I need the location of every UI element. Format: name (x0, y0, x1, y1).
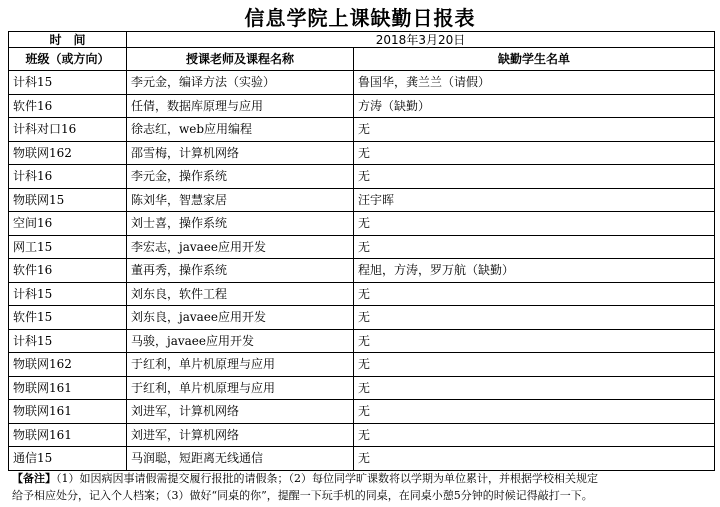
table-row (9, 423, 715, 447)
cell-absent: 无 (354, 235, 715, 259)
time-row (9, 32, 715, 48)
cell-class: 物联网15 (9, 188, 127, 212)
cell-class: 物联网162 (9, 353, 127, 377)
cell-class: 软件16 (9, 94, 127, 118)
cell-class: 软件15 (9, 306, 127, 330)
cell-teacher-course: 刘东良，javaee应用开发 (127, 306, 354, 330)
report-date: 2018年3月20日 (127, 32, 715, 48)
cell-absent: 无 (354, 306, 715, 330)
cell-class: 空间16 (9, 212, 127, 236)
cell-absent: 无 (354, 376, 715, 400)
time-label: 时 间 (9, 32, 127, 48)
cell-teacher-course: 刘进军，计算机网络 (127, 423, 354, 447)
cell-teacher-course: 马骏，javaee应用开发 (127, 329, 354, 353)
header-absent: 缺勤学生名单 (354, 48, 715, 71)
table-row (9, 212, 715, 236)
table-row (9, 259, 715, 283)
cell-teacher-course: 于红利，单片机原理与应用 (127, 376, 354, 400)
cell-absent: 汪宇晖 (354, 188, 715, 212)
header-class: 班级（或方向） (9, 48, 127, 71)
cell-absent: 无 (354, 141, 715, 165)
cell-absent: 无 (354, 400, 715, 424)
cell-absent: 鲁国华，龚兰兰（请假） (354, 71, 715, 95)
cell-class: 计科15 (9, 329, 127, 353)
table-row (9, 165, 715, 189)
cell-absent: 无 (354, 353, 715, 377)
report-title: 信息学院上课缺勤日报表 (244, 6, 476, 30)
cell-absent: 方涛（缺勤） (354, 94, 715, 118)
cell-teacher-course: 刘进军，计算机网络 (127, 400, 354, 424)
cell-class: 软件16 (9, 259, 127, 283)
table-row (9, 141, 715, 165)
cell-teacher-course: 徐志红，web应用编程 (127, 118, 354, 142)
cell-class: 物联网161 (9, 423, 127, 447)
cell-teacher-course: 李元金，操作系统 (127, 165, 354, 189)
table-row (9, 306, 715, 330)
table-row (9, 71, 715, 95)
table-row (9, 235, 715, 259)
remarks-line-2: 给予相应处分，记入个人档案；（3）做好“同桌的你”，提醒一下玩手机的同桌，在同桌小憩5分钟的时候记得敲打一下。 (12, 489, 593, 502)
cell-absent: 无 (354, 447, 715, 471)
cell-class: 计科15 (9, 282, 127, 306)
cell-absent: 无 (354, 423, 715, 447)
cell-class: 物联网161 (9, 376, 127, 400)
cell-absent: 无 (354, 212, 715, 236)
cell-teacher-course: 邵雪梅，计算机网络 (127, 141, 354, 165)
remarks-line-1: （1）如因病因事请假需提交履行报批的请假条；（2）每位同学旷课数将以学期为单位累计，并根据学校相关规定 (56, 472, 598, 485)
cell-teacher-course: 李元金，编译方法（实验） (127, 71, 354, 95)
table-row (9, 329, 715, 353)
cell-class: 网工15 (9, 235, 127, 259)
header-row (9, 48, 715, 71)
cell-absent: 无 (354, 165, 715, 189)
cell-class: 计科对口16 (9, 118, 127, 142)
cell-class: 通信15 (9, 447, 127, 471)
remarks (12, 470, 712, 504)
cell-teacher-course: 刘东良，软件工程 (127, 282, 354, 306)
cell-teacher-course: 李宏志，javaee应用开发 (127, 235, 354, 259)
cell-teacher-course: 刘士喜，操作系统 (127, 212, 354, 236)
table-row (9, 376, 715, 400)
cell-teacher-course: 任倩，数据库原理与应用 (127, 94, 354, 118)
table-row (9, 400, 715, 424)
cell-class: 计科16 (9, 165, 127, 189)
table-row (9, 353, 715, 377)
cell-class: 物联网162 (9, 141, 127, 165)
table-row (9, 447, 715, 471)
cell-absent: 无 (354, 329, 715, 353)
cell-class: 计科15 (9, 71, 127, 95)
table-row (9, 94, 715, 118)
absence-table (8, 31, 715, 471)
table-row (9, 188, 715, 212)
cell-class: 物联网161 (9, 400, 127, 424)
remarks-tag: 【备注】 (12, 472, 56, 485)
cell-absent: 程旭，方涛，罗万航（缺勤） (354, 259, 715, 283)
cell-teacher-course: 陈刘华，智慧家居 (127, 188, 354, 212)
cell-teacher-course: 马润聪，短距离无线通信 (127, 447, 354, 471)
table-row (9, 282, 715, 306)
cell-teacher-course: 于红利，单片机原理与应用 (127, 353, 354, 377)
header-teacher-course: 授课老师及课程名称 (127, 48, 354, 71)
cell-absent: 无 (354, 118, 715, 142)
cell-absent: 无 (354, 282, 715, 306)
table-row (9, 118, 715, 142)
cell-teacher-course: 董再秀，操作系统 (127, 259, 354, 283)
